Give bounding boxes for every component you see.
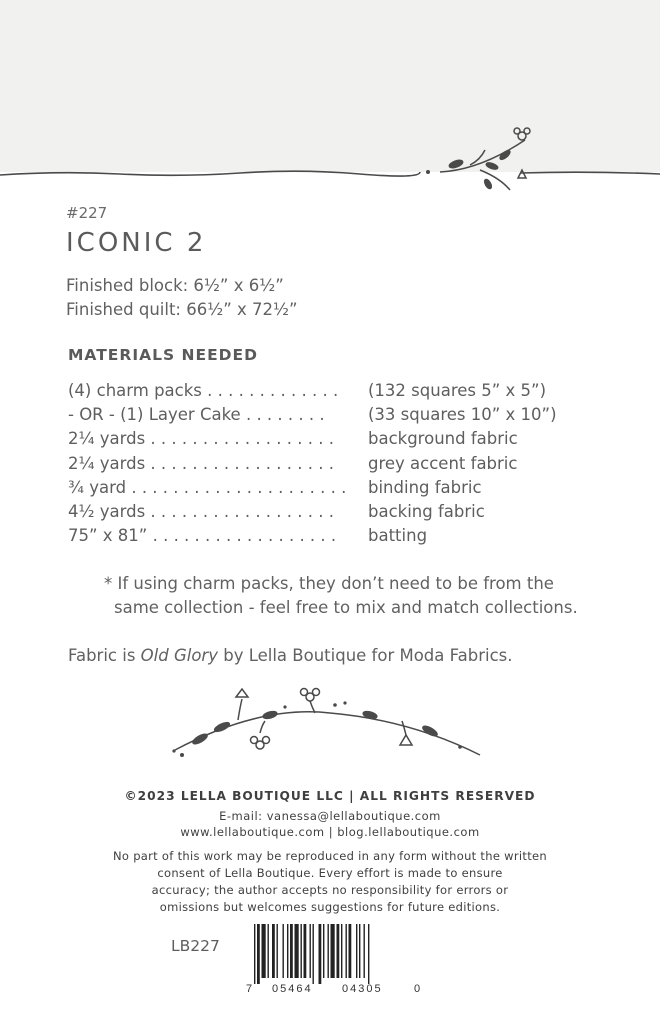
barcode-bar (356, 924, 357, 978)
barcode-bar (272, 924, 275, 978)
barcode (244, 922, 424, 994)
barcode-digit-left: 7 (246, 983, 253, 994)
materials-row (68, 524, 588, 548)
material-quantity: - OR - (1) Layer Cake . . . . . . . . (68, 405, 325, 425)
material-quantity: 2¼ yards . . . . . . . . . . . . . . . . . . (68, 429, 334, 449)
materials-row (68, 379, 588, 403)
material-quantity: 75” x 81” . . . . . . . . . . . . . . . . . . (68, 526, 337, 546)
barcode-group-1: 05464 (272, 983, 313, 994)
materials-row (68, 500, 588, 524)
floral-garland-icon (160, 685, 490, 765)
barcode-digit-right: 0 (414, 983, 421, 994)
barcode-bar (323, 924, 324, 978)
barcode-bar (254, 924, 255, 984)
disclaimer-line: accuracy; the author accepts no responsibility for errors or (151, 883, 509, 897)
disclaimer-line: No part of this work may be reproduced in any form without the written (113, 849, 547, 863)
material-quantity: 4½ yards . . . . . . . . . . . . . . . . . . (68, 501, 334, 521)
barcode-bar (277, 924, 278, 978)
fabric-collection: Old Glory (140, 646, 218, 665)
contact-email: E-mail: vanessa@lellaboutique.com (219, 809, 441, 823)
barcode-bar (359, 924, 360, 978)
barcode-bar (331, 924, 335, 978)
barcode-bar (328, 924, 329, 978)
barcode-bar (313, 924, 314, 984)
barcode-bar (262, 924, 266, 978)
barcode-bar (283, 924, 284, 978)
pattern-title: ICONIC 2 (66, 228, 207, 258)
finished-sizes (66, 274, 298, 322)
barcode-bar (364, 924, 365, 978)
finished-block: Finished block: 6½” x 6½” (66, 276, 284, 295)
materials-row (68, 476, 588, 500)
material-description: batting (368, 526, 428, 546)
torn-edge-line (0, 171, 420, 176)
fabric-suffix: by Lella Boutique for Moda Fabrics. (217, 646, 513, 665)
barcode-bar (310, 924, 311, 978)
barcode-bar (287, 924, 288, 978)
materials-row (68, 403, 588, 427)
product-code: LB227 (171, 937, 220, 955)
barcode-bars (254, 924, 369, 984)
divider-dot (426, 170, 430, 174)
barcode-bar (346, 924, 347, 978)
contact-websites: www.lellaboutique.com | blog.lellaboutique.com (180, 825, 480, 839)
note-line-2: same collection - feel free to mix and match collections. (114, 598, 578, 617)
pattern-number: #227 (66, 204, 108, 222)
material-description: (33 squares 10” x 10”) (368, 405, 557, 425)
disclaimer-line: omissions but welcomes suggestions for future editions. (159, 900, 501, 914)
material-description: backing fabric (368, 501, 485, 521)
materials-row (68, 427, 588, 451)
material-description: (132 squares 5” x 5”) (368, 381, 547, 400)
barcode-bar (341, 924, 342, 978)
barcode-bar (295, 924, 299, 978)
material-quantity: ¾ yard . . . . . . . . . . . . . . . . . . . . . (68, 477, 347, 497)
barcode-bar (290, 924, 293, 978)
sprig-icon (440, 128, 530, 190)
disclaimer-line: consent of Lella Boutique. Every effort is made to ensure (157, 866, 503, 880)
material-description: background fabric (368, 429, 518, 449)
materials-heading: MATERIALS NEEDED (68, 346, 258, 364)
floral-divider-top (0, 120, 660, 200)
torn-edge-line-right (520, 172, 660, 174)
copyright-notice: ©2023 LELLA BOUTIQUE LLC | ALL RIGHTS RESERVED (124, 789, 536, 803)
barcode-bar (257, 924, 260, 984)
material-quantity: 2¼ yards . . . . . . . . . . . . . . . . . . (68, 453, 334, 473)
fabric-credit (68, 646, 512, 665)
barcode-bar (268, 924, 269, 978)
barcode-bar (301, 924, 302, 978)
finished-quilt: Finished quilt: 66½” x 72½” (66, 300, 298, 319)
material-description: binding fabric (368, 477, 482, 497)
barcode-bar (337, 924, 340, 978)
barcode-bar (319, 924, 322, 984)
material-quantity: (4) charm packs . . . . . . . . . . . . . (68, 381, 339, 400)
note-line-1: * If using charm packs, they don’t need to be from the (104, 574, 554, 593)
disclaimer (60, 848, 600, 916)
fabric-prefix: Fabric is (68, 646, 141, 665)
barcode-bar (368, 924, 369, 984)
materials-list (68, 379, 588, 548)
barcode-bar (304, 924, 307, 978)
materials-row (68, 452, 588, 476)
barcode-group-2: 04305 (342, 983, 383, 994)
charm-pack-note (104, 572, 644, 620)
barcode-bar (349, 924, 352, 978)
material-description: grey accent fabric (368, 453, 518, 473)
